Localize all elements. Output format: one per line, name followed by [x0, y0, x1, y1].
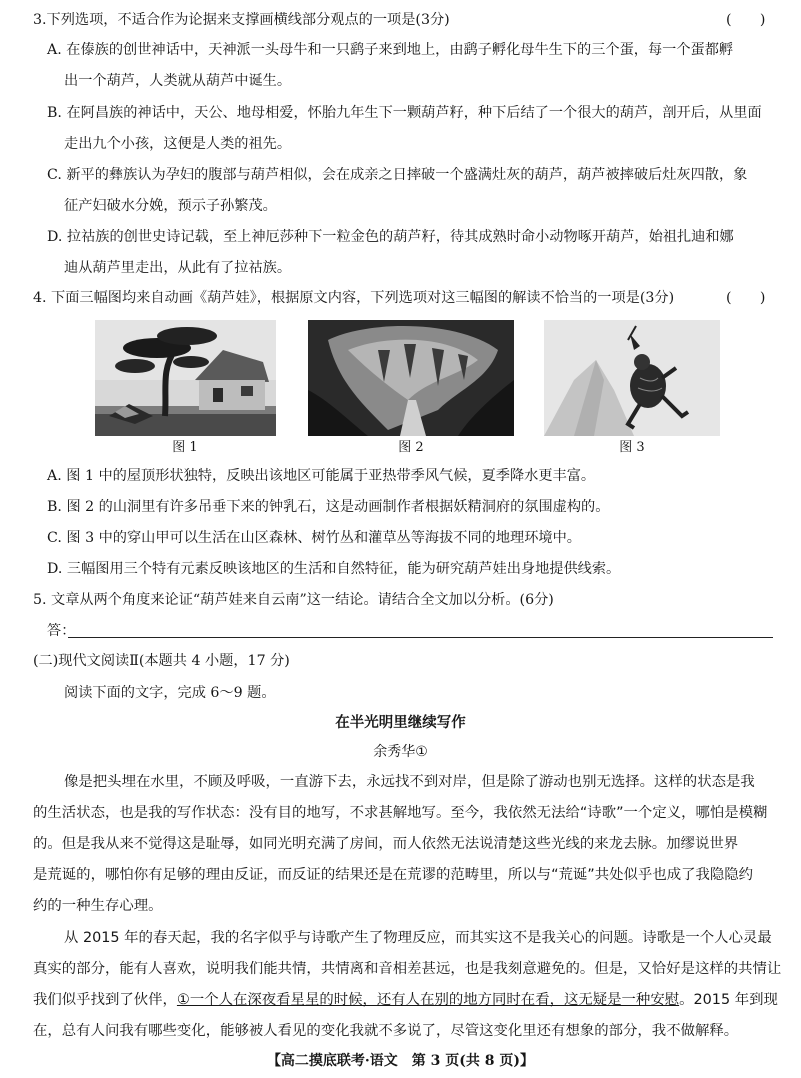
article-p1-line1: 像是把头埋在水里，不顾及呼吸，一直游下去，永远找不到对岸，但是除了游动也别无选择。这样的状态是我 — [64, 774, 755, 790]
q4-stem: 4. 下面三幅图均来自动画《葫芦娃》，根据原文内容，下列选项对这三幅图的解读不恰当的一项是(3分) — [33, 290, 675, 306]
q5-stem: 5. 文章从两个角度来论证“葫芦娃来自云南”这一结论。请结合全文加以分析。(6分) — [33, 592, 554, 608]
q3-answer-paren: ( ) — [726, 12, 766, 28]
q4-option-b: B. 图 2 的山洞里有许多吊垂下来的钟乳石，这是动画制作者根据妖精洞府的氛围虚构的。 — [47, 499, 610, 515]
figure-3-pangolin-image — [544, 320, 720, 436]
article-author: 余秀华① — [373, 744, 428, 760]
figure-1-tree-house-image — [95, 320, 276, 436]
q3-option-d-line1: D. 拉祜族的创世史诗记载，至上神厄莎种下一粒金色的葫芦籽，待其成熟时命小动物啄开葫芦，始祖扎迪和娜 — [47, 229, 734, 245]
q4-answer-paren: ( ) — [726, 290, 766, 306]
section2-heading: (二)现代文阅读Ⅱ(本题共 4 小题，17 分) — [33, 653, 290, 669]
article-title: 在半光明里继续写作 — [335, 715, 466, 731]
q3-option-c-line1: C. 新平的彝族认为孕妇的腹部与葫芦相似，会在成亲之日摔破一个盛满灶灰的葫芦，葫芦被摔破后灶灰四散，象 — [47, 167, 748, 183]
figure-3-caption: 图 3 — [619, 440, 645, 455]
q5-answer-line[interactable] — [68, 637, 773, 638]
q4-option-d: D. 三幅图用三个特有元素反映该地区的生活和自然特征，能为研究葫芦娃出身地提供线索。 — [47, 561, 621, 577]
section2-instruction: 阅读下面的文字，完成 6～9 题。 — [64, 685, 276, 701]
q3-option-b-line2: 走出九个小孩，这便是人类的祖先。 — [64, 136, 292, 152]
q4-option-c: C. 图 3 中的穿山甲可以生活在山区森林、树竹丛和灌草丛等海拔不同的地理环境中。 — [47, 530, 581, 546]
article-p1-line4: 是荒诞的，哪怕你有足够的理由反证，而反证的结果还是在荒谬的范畴里，所以与“荒诞”共处似乎也成了我隐隐约 — [33, 867, 754, 883]
article-p2-line2: 真实的部分，能有人喜欢，说明我们能共情，共情离和音相差甚远，也是我刻意避免的。但是，又恰好是这样的共情让 — [33, 961, 782, 977]
q3-stem: 3.下列选项，不适合作为论据来支撑画横线部分观点的一项是(3分) — [33, 12, 450, 28]
q3-option-d-line2: 迪从葫芦里走出，从此有了拉祜族。 — [64, 260, 292, 276]
figure-2-cave-image — [308, 320, 514, 436]
article-p2-line1: 从 2015 年的春天起，我的名字似乎与诗歌产生了物理反应，而其实这不是我关心的问题。诗歌是一个人心灵最 — [64, 930, 772, 946]
q3-option-b-line1: B. 在阿昌族的神话中，天公、地母相爱，怀胎九年生下一颗葫芦籽，种下后结了一个很大的葫芦，剖开后，从里面 — [47, 105, 762, 121]
underlined-sentence-1: ①一个人在深夜看星星的时候，还有人在别的地方同时在看，这无疑是一种安慰 — [176, 992, 680, 1008]
q3-option-a-line2: 出一个葫芦，人类就从葫芦中诞生。 — [64, 73, 292, 89]
article-p2-line3-post: 。2015 年到现 — [679, 992, 778, 1008]
article-p1-line3: 的。但是我从来不觉得这是耻辱，如同光明充满了房间，而人依然无法说清楚这些光线的来龙去脉。加缪说世界 — [33, 836, 739, 852]
article-p2-line4: 在，总有人问我有哪些变化，能够被人看见的变化我就不多说了，尽管这变化里还有想象的部分，我不做解释。 — [33, 1023, 739, 1039]
article-p1-line2: 的生活状态，也是我的写作状态：没有目的地写，不求甚解地写。至今，我依然无法给“诗歌”一个定义，哪怕是模糊 — [33, 805, 768, 821]
article-p1-line5: 约的一种生存心理。 — [33, 898, 163, 914]
figure-1-caption: 图 1 — [172, 440, 198, 455]
q5-answer-label: 答： — [47, 623, 76, 639]
q3-option-a-line1: A. 在傣族的创世神话中，天神派一头母牛和一只鹞子来到地上，由鹞子孵化母牛生下的三个蛋，每一个蛋都孵 — [47, 42, 734, 58]
q4-option-a: A. 图 1 中的屋顶形状独特，反映出该地区可能属于亚热带季风气候，夏季降水更丰富。 — [47, 468, 596, 484]
article-p2-line3-pre: 我们似乎找到了伙伴， — [33, 992, 177, 1008]
q3-option-c-line2: 征产妇破水分娩，预示子孙繁茂。 — [64, 198, 277, 214]
page-footer: 【高二摸底联考·语文 第 3 页(共 8 页)】 — [266, 1053, 535, 1069]
figure-2-caption: 图 2 — [398, 440, 424, 455]
article-p2-line3 — [33, 990, 778, 1010]
